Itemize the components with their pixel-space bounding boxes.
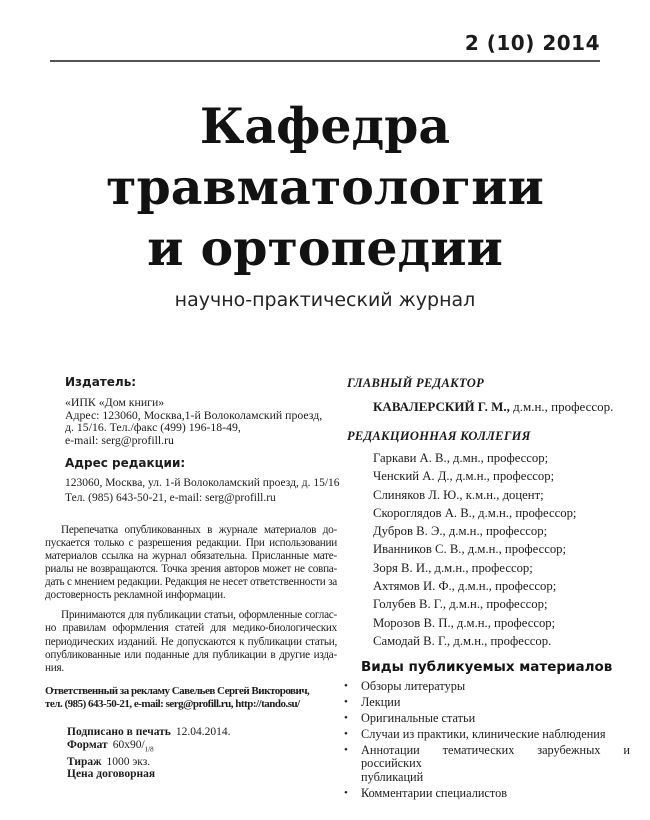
publisher-line: д. 15/16. Тел./факс (499) 196-18-49, — [65, 420, 241, 435]
board-member: Ченский А. Д., д.м.н., профессор; — [373, 469, 555, 484]
editorial-address-info — [65, 476, 340, 507]
print-run-row — [67, 756, 231, 769]
publisher-email-line: e-mail: serg@profill.ru — [65, 433, 174, 448]
publisher-heading: Издатель: — [65, 375, 137, 389]
board-member: Голубев В. Г., д.м.н., профессор; — [373, 597, 548, 612]
list-item — [344, 680, 630, 693]
list-item-text: Случаи из практики, клинические наблюдения — [361, 726, 606, 741]
signed-to-print-row — [67, 726, 231, 739]
bullet-icon: • — [344, 696, 348, 709]
board-member: Гаркави А. В., д.мн., профессор; — [373, 451, 549, 465]
notice-line: материалов ссылка на журнал обязательна. Присланные мате- — [45, 550, 337, 562]
imprint-block — [67, 726, 231, 781]
advertising-contact — [45, 685, 337, 712]
materials-list — [344, 680, 630, 800]
list-item — [344, 712, 630, 725]
bullet-icon: • — [344, 743, 348, 756]
chief-editor-heading: ГЛАВНЫЙ РЕДАКТОР — [347, 376, 485, 390]
board-member: Дубров В. Э., д.м.н., профессор; — [373, 524, 548, 539]
notice-line: пускается только с разрешения редакции. При использовании — [45, 536, 337, 549]
left-column — [45, 375, 340, 712]
header-rule — [50, 60, 600, 62]
address-line: Тел. (985) 643-50-21, e-mail: serg@profill.ru — [65, 492, 276, 505]
list-item — [344, 787, 630, 800]
notice-line: Принимаются для публикации статьи, оформленные соглас- — [61, 609, 337, 622]
notice-line: риалы не возвращаются. Точка зрения авторов может не совпа- — [45, 563, 337, 576]
bullet-icon: • — [344, 727, 348, 740]
board-member: Скороглядов А. В., д.м.н., профессор; — [373, 505, 577, 520]
list-item — [344, 696, 630, 709]
print-run-label: Тираж — [67, 755, 102, 768]
board-member: Слиняков Л. Ю., к.м.н., доцент; — [373, 487, 544, 502]
advertising-contact-line: тел. (985) 643-50-21, e-mail: serg@profill.ru, http://tando.su/ — [45, 698, 300, 711]
address-line: 123060, Москва, ул. 1-й Волоколамский проезд, д. 15/16 — [65, 476, 340, 489]
notice-line: достоверность рекламной информации. — [45, 589, 226, 602]
board-member: Иванников С. В., д.м.н., профессор; — [373, 542, 567, 557]
list-item-text: Оригинальные статьи — [361, 711, 476, 726]
chief-editor-titles: д.м.н., профессор. — [509, 399, 614, 414]
list-item — [344, 744, 630, 784]
publisher-line: Адрес: 123060, Москва,1-й Волоколамский проезд, — [65, 407, 323, 422]
format-row — [67, 739, 231, 756]
journal-subtitle: научно-практический журнал — [174, 289, 476, 311]
bullet-icon: • — [344, 786, 348, 799]
notice-line: дать с мнением редакции. Редакция не несет ответственности за — [45, 576, 337, 589]
board-member: Зоря В. И., д.м.н., профессор; — [373, 560, 533, 575]
journal-title — [0, 96, 650, 279]
chief-editor-entry — [373, 399, 630, 415]
format-label: Формат — [67, 738, 108, 751]
reprint-notice — [45, 524, 337, 603]
list-item — [344, 728, 630, 741]
format-fraction: 1/8 — [144, 745, 154, 753]
notice-line: опубликованные или поданные для публикации в другие изда- — [45, 648, 337, 661]
notice-line: Перепечатка опубликованных в журнале материалов до- — [61, 523, 337, 536]
issue-number: 2 (10) 2014 — [464, 31, 600, 55]
title-line-1: Кафедра — [199, 97, 451, 155]
list-item-text: Обзоры литературы — [361, 679, 466, 694]
materials-heading: Виды публикуемых материалов — [361, 659, 613, 676]
title-line-3: и ортопедии — [147, 219, 503, 277]
editorial-board-list — [373, 449, 630, 650]
chief-editor-name: КАВАЛЕРСКИЙ Г. М., — [373, 399, 510, 414]
list-item-text: Лекции — [361, 695, 401, 710]
price-row: Цена договорная — [67, 768, 156, 781]
board-member: Ахтямов И. Ф., д.м.н., профессор; — [373, 579, 557, 594]
publisher-line: «ИПК «Дом книги» — [65, 395, 165, 409]
signed-to-print-label: Подписано в печать — [67, 726, 171, 738]
list-item-text: Комментарии специалистов — [361, 785, 508, 800]
board-member: Самодай В. Г., д.м.н., профессор. — [373, 633, 552, 648]
editorial-address-heading: Адрес редакции: — [65, 455, 186, 470]
notice-line: но правилам оформления статей для медико-биологических — [45, 622, 337, 635]
title-line-2: травматологии — [106, 158, 544, 216]
submission-notice — [45, 609, 337, 674]
print-run-value: 1000 экз. — [106, 755, 151, 768]
editorial-board-heading: РЕДАКЦИОННАЯ КОЛЛЕГИЯ — [347, 429, 531, 443]
notice-line: ния. — [45, 661, 64, 674]
notice-line: периодических изданий. Не допускаются к публикации статьи, — [45, 635, 337, 648]
list-item-text: публикаций — [361, 769, 424, 784]
advertising-contact-line: Ответственный за рекламу Савельев Сергей Викторович, — [45, 684, 310, 697]
signed-to-print-date: 12.04.2014. — [175, 726, 231, 738]
list-item-text: Аннотации тематических зарубежных и российских — [361, 742, 630, 771]
bullet-icon: • — [344, 712, 348, 725]
publisher-info — [65, 396, 337, 447]
board-member: Морозов В. П., д.м.н., профессор; — [373, 615, 556, 630]
bullet-icon: • — [344, 680, 348, 693]
right-column — [344, 376, 630, 800]
format-value: 60х90/ — [112, 738, 145, 751]
